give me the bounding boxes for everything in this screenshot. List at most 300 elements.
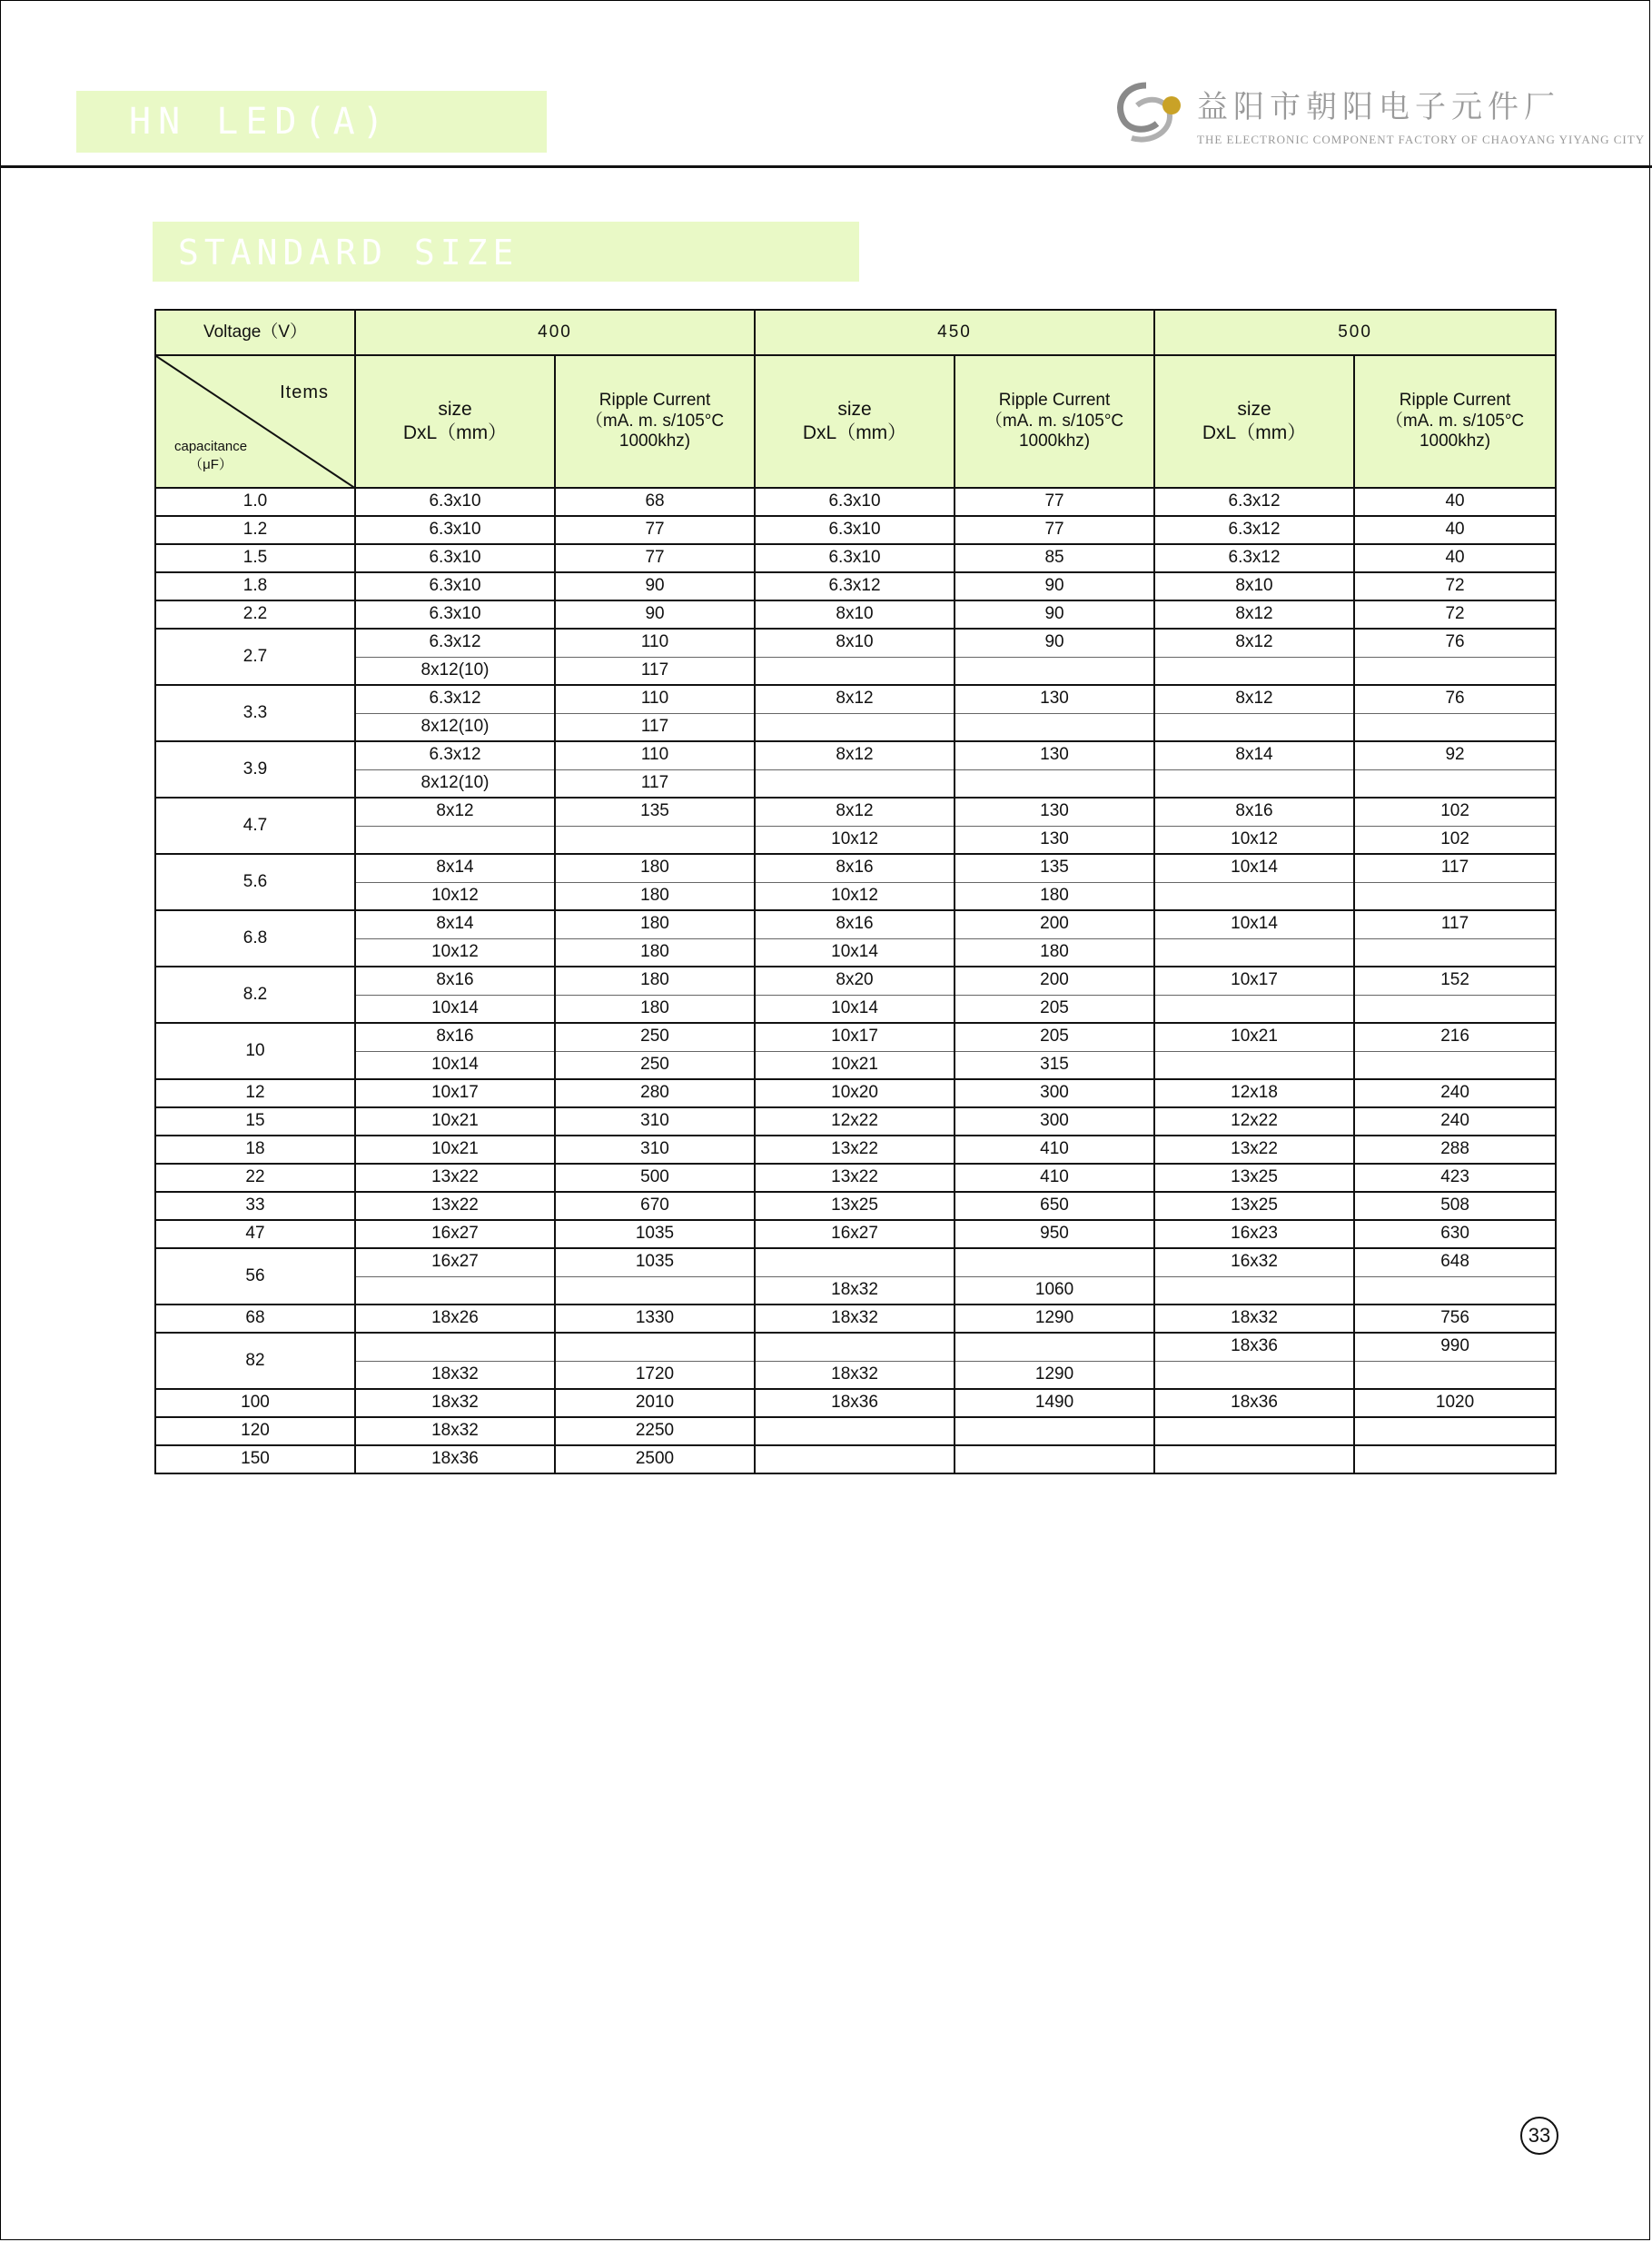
ripple-500-cell <box>1354 713 1556 741</box>
capacitance-cell: 47 <box>155 1220 355 1248</box>
section-title: STANDARD SIZE <box>178 233 519 273</box>
size-500-cell: 18x36 <box>1154 1389 1354 1417</box>
ripple-500-cell: 756 <box>1354 1305 1556 1333</box>
voltage-label: Voltage（V） <box>155 310 355 355</box>
table-row <box>155 1276 1556 1305</box>
size-400-cell: 6.3x12 <box>355 685 555 713</box>
size-400-cell: 18x32 <box>355 1389 555 1417</box>
ripple-450-cell <box>955 1445 1154 1473</box>
ripple-450-cell: 300 <box>955 1107 1154 1136</box>
table-row <box>155 1079 1556 1107</box>
size-450-cell: 10x12 <box>755 882 955 910</box>
ripple-450-cell: 77 <box>955 516 1154 544</box>
table-row <box>155 572 1556 600</box>
ripple-400-cell: 1035 <box>555 1248 755 1276</box>
size-500-cell: 6.3x12 <box>1154 544 1354 572</box>
size-500-cell: 10x12 <box>1154 826 1354 854</box>
size-450-cell: 8x10 <box>755 600 955 629</box>
ripple-500-cell: 240 <box>1354 1079 1556 1107</box>
size-400-cell: 13x22 <box>355 1164 555 1192</box>
size-500-cell: 10x21 <box>1154 1023 1354 1051</box>
capacitance-cell: 1.5 <box>155 544 355 572</box>
size-500-cell <box>1154 1417 1354 1445</box>
ripple-450-cell: 90 <box>955 572 1154 600</box>
ripple-450-cell: 85 <box>955 544 1154 572</box>
ripple-450-cell: 90 <box>955 629 1154 657</box>
size-500-cell <box>1154 1051 1354 1079</box>
header-rule <box>0 165 1652 168</box>
size-500-cell: 8x16 <box>1154 798 1354 826</box>
size-head-line2: DxL（mm） <box>402 422 508 443</box>
ripple-head-line3: 1000khz) <box>1419 432 1491 451</box>
ripple-500-cell <box>1354 1051 1556 1079</box>
size-450-cell: 18x32 <box>755 1305 955 1333</box>
size-500-cell <box>1154 1276 1354 1305</box>
size-450-cell: 6.3x10 <box>755 516 955 544</box>
ripple-450-cell: 950 <box>955 1220 1154 1248</box>
table-row <box>155 995 1556 1023</box>
table-row <box>155 488 1556 516</box>
ripple-400-cell <box>555 826 755 854</box>
size-400-cell <box>355 1276 555 1305</box>
capacitance-cell: 15 <box>155 1107 355 1136</box>
ripple-500-cell: 40 <box>1354 516 1556 544</box>
table-row <box>155 1051 1556 1079</box>
ripple-400-cell: 670 <box>555 1192 755 1220</box>
size-400-cell: 8x14 <box>355 910 555 938</box>
size-450-cell: 13x22 <box>755 1136 955 1164</box>
size-450-cell: 18x32 <box>755 1276 955 1305</box>
table-row <box>155 967 1556 995</box>
capacitance-cell: 2.7 <box>155 629 355 685</box>
ripple-400-cell: 180 <box>555 910 755 938</box>
size-450-cell: 8x16 <box>755 854 955 882</box>
size-450-cell: 8x16 <box>755 910 955 938</box>
ripple-400-cell: 2250 <box>555 1417 755 1445</box>
table-row <box>155 1248 1556 1276</box>
ripple-500-cell: 102 <box>1354 798 1556 826</box>
size-500-cell <box>1154 882 1354 910</box>
capacitance-cell: 100 <box>155 1389 355 1417</box>
spec-table <box>154 309 1557 1474</box>
ripple-500-cell <box>1354 1417 1556 1445</box>
capacitance-cell: 18 <box>155 1136 355 1164</box>
ripple-500-cell: 76 <box>1354 685 1556 713</box>
ripple-450-cell: 180 <box>955 882 1154 910</box>
capacitance-cell: 33 <box>155 1192 355 1220</box>
size-450-cell: 10x14 <box>755 938 955 967</box>
ripple-450-cell: 205 <box>955 1023 1154 1051</box>
size-500-cell: 6.3x12 <box>1154 488 1354 516</box>
size-450-cell: 8x12 <box>755 798 955 826</box>
capacitance-cell: 3.3 <box>155 685 355 741</box>
table-row <box>155 1164 1556 1192</box>
ripple-400-cell: 117 <box>555 769 755 798</box>
table-row <box>155 685 1556 713</box>
size-400-cell: 10x12 <box>355 882 555 910</box>
ripple-450-cell <box>955 657 1154 685</box>
table-row <box>155 600 1556 629</box>
size-500-cell: 13x25 <box>1154 1192 1354 1220</box>
table-row <box>155 938 1556 967</box>
table-row <box>155 1305 1556 1333</box>
size-450-cell: 8x12 <box>755 685 955 713</box>
size-500-cell: 10x14 <box>1154 910 1354 938</box>
capacitance-cell: 2.2 <box>155 600 355 629</box>
size-400-cell: 10x14 <box>355 995 555 1023</box>
ripple-500-cell <box>1354 882 1556 910</box>
ripple-500-cell: 72 <box>1354 572 1556 600</box>
items-label: Items <box>280 382 329 402</box>
ripple-450-cell: 77 <box>955 488 1154 516</box>
size-400-cell: 18x32 <box>355 1417 555 1445</box>
size-400-cell: 10x12 <box>355 938 555 967</box>
size-400-cell: 18x32 <box>355 1361 555 1389</box>
ripple-450-cell: 410 <box>955 1164 1154 1192</box>
size-400-cell: 6.3x10 <box>355 600 555 629</box>
ripple-450-cell: 1290 <box>955 1305 1154 1333</box>
table-row <box>155 544 1556 572</box>
column-header-row <box>155 355 1556 488</box>
size-400-cell: 16x27 <box>355 1220 555 1248</box>
size-450-cell: 6.3x10 <box>755 488 955 516</box>
ripple-450-cell: 1060 <box>955 1276 1154 1305</box>
capacitance-label-line2: （μF） <box>189 456 232 472</box>
ripple-400-cell: 180 <box>555 995 755 1023</box>
ripple-500-cell: 72 <box>1354 600 1556 629</box>
table-row <box>155 1445 1556 1473</box>
size-400-cell: 10x14 <box>355 1051 555 1079</box>
size-450-cell <box>755 1248 955 1276</box>
ripple-400-cell: 1720 <box>555 1361 755 1389</box>
size-450-cell <box>755 1333 955 1361</box>
size-head-line2: DxL（mm） <box>1202 422 1307 443</box>
ripple-400-cell: 110 <box>555 629 755 657</box>
ripple-450-cell <box>955 1417 1154 1445</box>
capacitance-cell: 12 <box>155 1079 355 1107</box>
table-row <box>155 854 1556 882</box>
size-400-cell: 10x21 <box>355 1107 555 1136</box>
table-row <box>155 713 1556 741</box>
ripple-500-cell: 648 <box>1354 1248 1556 1276</box>
size-400-cell: 16x27 <box>355 1248 555 1276</box>
capacitance-cell: 150 <box>155 1445 355 1473</box>
size-500-cell: 8x12 <box>1154 600 1354 629</box>
size-450-cell: 12x22 <box>755 1107 955 1136</box>
capacitance-cell: 120 <box>155 1417 355 1445</box>
ripple-400-cell: 117 <box>555 657 755 685</box>
size-500-cell: 10x14 <box>1154 854 1354 882</box>
size-400-cell: 6.3x10 <box>355 572 555 600</box>
size-400-cell: 8x12(10) <box>355 769 555 798</box>
size-450-cell: 8x12 <box>755 741 955 769</box>
ripple-500-cell <box>1354 1445 1556 1473</box>
capacitance-cell: 8.2 <box>155 967 355 1023</box>
ripple-header-400 <box>555 355 755 488</box>
ripple-head-line1: Ripple Current <box>998 390 1111 410</box>
ripple-450-cell: 205 <box>955 995 1154 1023</box>
ripple-450-cell: 130 <box>955 741 1154 769</box>
ripple-450-cell: 410 <box>955 1136 1154 1164</box>
table-row <box>155 1136 1556 1164</box>
size-400-cell <box>355 1333 555 1361</box>
size-400-cell: 6.3x12 <box>355 741 555 769</box>
ripple-400-cell <box>555 1333 755 1361</box>
ripple-450-cell: 1490 <box>955 1389 1154 1417</box>
ripple-400-cell: 77 <box>555 516 755 544</box>
ripple-500-cell: 40 <box>1354 544 1556 572</box>
ripple-400-cell: 250 <box>555 1023 755 1051</box>
size-400-cell: 10x21 <box>355 1136 555 1164</box>
size-500-cell: 8x12 <box>1154 629 1354 657</box>
ripple-500-cell: 216 <box>1354 1023 1556 1051</box>
capacitance-cell: 10 <box>155 1023 355 1079</box>
ripple-450-cell: 180 <box>955 938 1154 967</box>
size-500-cell: 16x23 <box>1154 1220 1354 1248</box>
ripple-500-cell: 508 <box>1354 1192 1556 1220</box>
ripple-450-cell <box>955 713 1154 741</box>
ripple-500-cell: 240 <box>1354 1107 1556 1136</box>
header-title: HN LED(A) <box>129 101 391 143</box>
size-head-line1: size <box>1237 399 1271 421</box>
ripple-head-line1: Ripple Current <box>598 390 711 410</box>
ripple-450-cell: 90 <box>955 600 1154 629</box>
capacitance-cell: 4.7 <box>155 798 355 854</box>
ripple-450-cell: 1290 <box>955 1361 1154 1389</box>
size-500-cell: 8x10 <box>1154 572 1354 600</box>
ripple-500-cell: 40 <box>1354 488 1556 516</box>
size-400-cell: 10x17 <box>355 1079 555 1107</box>
ripple-500-cell <box>1354 657 1556 685</box>
ripple-head-line1: Ripple Current <box>1399 390 1511 410</box>
capacitance-label <box>174 438 247 473</box>
size-header-500 <box>1154 355 1354 488</box>
size-400-cell: 6.3x12 <box>355 629 555 657</box>
ripple-450-cell: 200 <box>955 967 1154 995</box>
ripple-500-cell: 117 <box>1354 910 1556 938</box>
ripple-400-cell: 135 <box>555 798 755 826</box>
ripple-400-cell <box>555 1276 755 1305</box>
ripple-450-cell: 200 <box>955 910 1154 938</box>
capacitance-cell: 6.8 <box>155 910 355 967</box>
size-450-cell: 10x17 <box>755 1023 955 1051</box>
size-400-cell: 8x16 <box>355 967 555 995</box>
size-500-cell <box>1154 657 1354 685</box>
ripple-500-cell <box>1354 1276 1556 1305</box>
size-400-cell: 6.3x10 <box>355 488 555 516</box>
size-450-cell: 8x20 <box>755 967 955 995</box>
size-500-cell: 18x32 <box>1154 1305 1354 1333</box>
ripple-400-cell: 500 <box>555 1164 755 1192</box>
size-500-cell <box>1154 1445 1354 1473</box>
size-500-cell: 6.3x12 <box>1154 516 1354 544</box>
table-row <box>155 516 1556 544</box>
size-header-400 <box>355 355 555 488</box>
size-450-cell <box>755 1417 955 1445</box>
size-500-cell: 16x32 <box>1154 1248 1354 1276</box>
ripple-450-cell: 315 <box>955 1051 1154 1079</box>
voltage-450: 450 <box>755 310 1154 355</box>
size-500-cell: 8x12 <box>1154 685 1354 713</box>
size-500-cell: 12x18 <box>1154 1079 1354 1107</box>
capacitance-cell: 82 <box>155 1333 355 1389</box>
ripple-450-cell: 650 <box>955 1192 1154 1220</box>
ripple-500-cell: 117 <box>1354 854 1556 882</box>
table-row <box>155 1192 1556 1220</box>
ripple-500-cell: 76 <box>1354 629 1556 657</box>
size-450-cell: 8x10 <box>755 629 955 657</box>
table-row <box>155 1333 1556 1361</box>
size-500-cell <box>1154 1361 1354 1389</box>
ripple-500-cell: 423 <box>1354 1164 1556 1192</box>
capacitance-cell: 1.0 <box>155 488 355 516</box>
size-500-cell: 13x25 <box>1154 1164 1354 1192</box>
voltage-header-row <box>155 310 1556 355</box>
ripple-400-cell: 90 <box>555 572 755 600</box>
ripple-400-cell: 180 <box>555 882 755 910</box>
voltage-500: 500 <box>1154 310 1556 355</box>
size-500-cell: 10x17 <box>1154 967 1354 995</box>
capacitance-cell: 68 <box>155 1305 355 1333</box>
size-450-cell: 18x32 <box>755 1361 955 1389</box>
ripple-400-cell: 2500 <box>555 1445 755 1473</box>
ripple-500-cell: 630 <box>1354 1220 1556 1248</box>
size-450-cell: 13x25 <box>755 1192 955 1220</box>
capacitance-cell: 56 <box>155 1248 355 1305</box>
capacitance-cell: 1.2 <box>155 516 355 544</box>
size-400-cell: 8x16 <box>355 1023 555 1051</box>
ripple-500-cell: 102 <box>1354 826 1556 854</box>
size-header-450 <box>755 355 955 488</box>
company-logo-icon <box>1110 78 1192 151</box>
size-500-cell: 8x14 <box>1154 741 1354 769</box>
ripple-400-cell: 1035 <box>555 1220 755 1248</box>
table-row <box>155 769 1556 798</box>
ripple-head-line2: （mA. m. s/105°C <box>984 411 1124 431</box>
ripple-400-cell: 77 <box>555 544 755 572</box>
voltage-400: 400 <box>355 310 755 355</box>
size-450-cell <box>755 657 955 685</box>
ripple-450-cell: 130 <box>955 685 1154 713</box>
capacitance-label-line1: capacitance <box>174 439 248 454</box>
ripple-450-cell: 135 <box>955 854 1154 882</box>
ripple-450-cell <box>955 1333 1154 1361</box>
company-name-cn: 益阳市朝阳电子元件厂 <box>1197 89 1560 125</box>
table-row <box>155 1023 1556 1051</box>
size-500-cell <box>1154 938 1354 967</box>
ripple-500-cell <box>1354 769 1556 798</box>
table-row <box>155 1107 1556 1136</box>
ripple-500-cell <box>1354 995 1556 1023</box>
size-head-line1: size <box>438 399 472 421</box>
ripple-header-500 <box>1354 355 1556 488</box>
table-row <box>155 1389 1556 1417</box>
size-400-cell: 13x22 <box>355 1192 555 1220</box>
capacitance-cell: 3.9 <box>155 741 355 798</box>
size-400-cell: 8x12(10) <box>355 657 555 685</box>
table-row <box>155 657 1556 685</box>
size-450-cell <box>755 713 955 741</box>
ripple-400-cell: 2010 <box>555 1389 755 1417</box>
capacitance-cell: 1.8 <box>155 572 355 600</box>
size-400-cell: 6.3x10 <box>355 544 555 572</box>
ripple-400-cell: 110 <box>555 741 755 769</box>
ripple-head-line3: 1000khz) <box>1018 432 1091 451</box>
ripple-450-cell: 300 <box>955 1079 1154 1107</box>
size-450-cell: 10x20 <box>755 1079 955 1107</box>
ripple-400-cell: 180 <box>555 854 755 882</box>
size-head-line1: size <box>837 399 872 421</box>
table-row <box>155 1417 1556 1445</box>
size-500-cell <box>1154 713 1354 741</box>
ripple-400-cell: 180 <box>555 967 755 995</box>
size-400-cell: 8x12 <box>355 798 555 826</box>
ripple-500-cell: 288 <box>1354 1136 1556 1164</box>
ripple-400-cell: 110 <box>555 685 755 713</box>
ripple-450-cell <box>955 1248 1154 1276</box>
ripple-400-cell: 310 <box>555 1107 755 1136</box>
capacitance-cell: 5.6 <box>155 854 355 910</box>
ripple-400-cell: 310 <box>555 1136 755 1164</box>
size-450-cell: 10x21 <box>755 1051 955 1079</box>
ripple-400-cell: 180 <box>555 938 755 967</box>
size-500-cell: 12x22 <box>1154 1107 1354 1136</box>
size-450-cell: 6.3x10 <box>755 544 955 572</box>
ripple-400-cell: 250 <box>555 1051 755 1079</box>
size-450-cell: 6.3x12 <box>755 572 955 600</box>
ripple-500-cell: 152 <box>1354 967 1556 995</box>
ripple-400-cell: 90 <box>555 600 755 629</box>
size-450-cell: 18x36 <box>755 1389 955 1417</box>
diagonal-header-cell <box>155 355 355 488</box>
size-400-cell <box>355 826 555 854</box>
company-name-en: THE ELECTRONIC COMPONENT FACTORY OF CHAOYANG YIYANG CITY <box>1197 133 1646 146</box>
size-500-cell: 18x36 <box>1154 1333 1354 1361</box>
size-head-line2: DxL（mm） <box>802 422 907 443</box>
size-450-cell: 10x12 <box>755 826 955 854</box>
size-500-cell: 13x22 <box>1154 1136 1354 1164</box>
ripple-500-cell: 92 <box>1354 741 1556 769</box>
size-400-cell: 18x26 <box>355 1305 555 1333</box>
ripple-head-line2: （mA. m. s/105°C <box>1385 411 1525 431</box>
table-row <box>155 1361 1556 1389</box>
ripple-400-cell: 117 <box>555 713 755 741</box>
table-row <box>155 826 1556 854</box>
size-450-cell: 16x27 <box>755 1220 955 1248</box>
size-450-cell <box>755 769 955 798</box>
size-400-cell: 18x36 <box>355 1445 555 1473</box>
ripple-400-cell: 1330 <box>555 1305 755 1333</box>
table-row <box>155 798 1556 826</box>
capacitance-cell: 22 <box>155 1164 355 1192</box>
size-450-cell: 10x14 <box>755 995 955 1023</box>
ripple-450-cell <box>955 769 1154 798</box>
ripple-450-cell: 130 <box>955 798 1154 826</box>
ripple-head-line2: （mA. m. s/105°C <box>585 411 725 431</box>
table-row <box>155 910 1556 938</box>
size-500-cell <box>1154 995 1354 1023</box>
size-400-cell: 6.3x10 <box>355 516 555 544</box>
table-row <box>155 1220 1556 1248</box>
size-400-cell: 8x12(10) <box>355 713 555 741</box>
table-row <box>155 629 1556 657</box>
ripple-500-cell: 1020 <box>1354 1389 1556 1417</box>
size-400-cell: 8x14 <box>355 854 555 882</box>
ripple-400-cell: 280 <box>555 1079 755 1107</box>
ripple-header-450 <box>955 355 1154 488</box>
page-number: 33 <box>1520 2117 1558 2155</box>
size-500-cell <box>1154 769 1354 798</box>
